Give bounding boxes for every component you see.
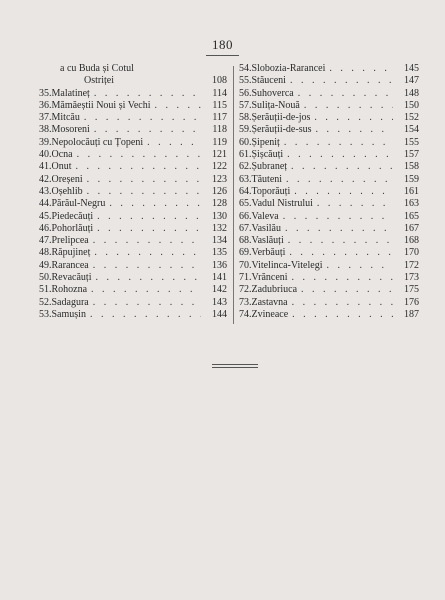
- entry-name: Slobozia-Rarancei: [251, 63, 326, 74]
- entry-page-number: 187: [404, 308, 419, 320]
- toc-entry: [239, 161, 419, 173]
- entry-name: Pohorlăuți: [51, 222, 94, 234]
- toc-entry: [39, 284, 227, 296]
- toc-entry: [239, 284, 419, 296]
- entry-name: Răpujineț: [51, 247, 91, 259]
- dot-leader: [283, 149, 393, 161]
- dot-leader: [284, 235, 393, 247]
- toc-entry: [39, 112, 227, 124]
- entry-name: Mitcău: [51, 112, 80, 124]
- dot-leader: [83, 186, 201, 198]
- entry-number: 47.: [39, 235, 52, 247]
- entry-name: Părăul-Negru: [51, 198, 106, 210]
- entry-page-number: 142: [212, 284, 227, 296]
- entry-page-number: 141: [212, 272, 227, 284]
- toc-entry: [39, 309, 227, 321]
- entry-number: 39.: [39, 136, 52, 148]
- dot-leader: [105, 198, 201, 210]
- entry-name: Șerăuții-de-sus: [251, 124, 312, 136]
- entry-name: Șipeniț: [251, 136, 280, 148]
- dot-leader: [279, 211, 393, 223]
- dot-leader: [150, 100, 201, 112]
- toc-entry: [39, 75, 227, 87]
- entry-page-number: 130: [212, 210, 227, 222]
- entry-number: 70.: [239, 259, 252, 271]
- entry-page-number: 152: [404, 112, 419, 124]
- entry-number: 53.: [39, 308, 52, 320]
- entry-number: 69.: [239, 247, 252, 259]
- entry-name: Mămăeștii Noui și Vechi: [51, 99, 151, 111]
- entry-page-number: 119: [212, 136, 227, 148]
- dot-leader: [290, 186, 393, 198]
- toc-entry: [239, 309, 419, 321]
- entry-name: Vasilău: [251, 222, 281, 234]
- entry-number: 68.: [239, 235, 252, 247]
- entry-name: Oșehlib: [51, 185, 83, 197]
- entry-name: Prelipcea: [51, 235, 89, 247]
- entry-page-number: 132: [212, 222, 227, 234]
- entry-number: 46.: [39, 222, 52, 234]
- dot-leader: [313, 198, 393, 210]
- entry-name: Samușin: [51, 308, 86, 320]
- entry-page-number: 173: [404, 272, 419, 284]
- entry-name: Verbăuți: [251, 247, 286, 259]
- entry-name: Vitelinca-Vitelegi: [251, 259, 323, 271]
- dot-leader: [300, 100, 393, 112]
- entry-number: 66.: [239, 210, 252, 222]
- toc-entry: [39, 88, 227, 100]
- page-number: 180: [212, 37, 233, 52]
- entry-page-number: 176: [404, 296, 419, 308]
- toc-entry: [239, 75, 419, 87]
- dot-leader: [87, 284, 201, 296]
- entry-number: 49.: [39, 259, 52, 271]
- entry-name: Nepolocăuți cu Țopeni: [51, 136, 144, 148]
- entry-page-number: 155: [404, 136, 419, 148]
- entry-page-number: 126: [212, 185, 227, 197]
- dot-leader: [312, 124, 394, 136]
- entry-number: 52.: [39, 296, 52, 308]
- entry-page-number: 144: [212, 308, 227, 320]
- entry-name: Zastavna: [251, 296, 288, 308]
- entry-name: Zadubriuca: [251, 284, 298, 296]
- entry-number: 56.: [239, 87, 252, 99]
- entry-number: 35.: [39, 87, 52, 99]
- entry-number: 71.: [239, 272, 252, 284]
- toc-entry: [239, 174, 419, 186]
- entry-page-number: 128: [212, 198, 227, 210]
- entry-name: Onut: [51, 161, 72, 173]
- toc-entry: [239, 63, 419, 75]
- entry-name: Toporăuți: [251, 185, 291, 197]
- entry-number: 55.: [239, 75, 252, 87]
- entry-page-number: 117: [212, 112, 227, 124]
- dot-leader: [288, 297, 393, 309]
- entry-number: 45.: [39, 210, 52, 222]
- dot-leader: [323, 260, 394, 272]
- entry-number: 40.: [39, 149, 52, 161]
- entry-name: Oreșeni: [51, 173, 83, 185]
- closing-rule-bottom: [212, 367, 258, 368]
- toc-entry: [39, 100, 227, 112]
- entry-number: 37.: [39, 112, 52, 124]
- dot-leader: [93, 211, 201, 223]
- entry-number: 54.: [239, 63, 252, 74]
- dot-leader: [80, 112, 201, 124]
- entry-page-number: 108: [212, 75, 227, 87]
- entry-page-number: 145: [404, 63, 419, 74]
- entry-name: Rohozna: [51, 284, 88, 296]
- closing-rule-top: [212, 364, 258, 365]
- toc-entry: [39, 297, 227, 309]
- entry-number: 73.: [239, 296, 252, 308]
- entry-name: Sulița-Nouă: [251, 99, 300, 111]
- entry-name: Vrănceni: [251, 272, 288, 284]
- dot-leader: [288, 272, 393, 284]
- toc-entry: [239, 186, 419, 198]
- entry-number: 62.: [239, 161, 252, 173]
- dot-leader: [282, 174, 393, 186]
- entry-page-number: 147: [404, 75, 419, 87]
- entry-number: 41.: [39, 161, 52, 173]
- entry-page-number: 165: [404, 210, 419, 222]
- dot-leader: [90, 124, 201, 136]
- dot-leader: [294, 88, 393, 100]
- toc-entry: [239, 124, 419, 136]
- dot-leader: [89, 297, 201, 309]
- toc-entry: [239, 149, 419, 161]
- entry-name: Șișcăuți: [251, 149, 284, 161]
- dot-leader: [286, 75, 393, 87]
- dot-leader: [89, 260, 201, 272]
- entry-name: Vaslăuți: [251, 235, 284, 247]
- entry-number: 48.: [39, 247, 52, 259]
- entry-page-number: 148: [404, 87, 419, 99]
- entry-page-number: 158: [404, 161, 419, 173]
- toc-entry: [239, 223, 419, 235]
- entry-number: 44.: [39, 198, 52, 210]
- entry-name: Malatineț: [51, 87, 90, 99]
- entry-number: 64.: [239, 185, 252, 197]
- entry-page-number: 163: [404, 198, 419, 210]
- entry-number: 60.: [239, 136, 252, 148]
- entry-number: 59.: [239, 124, 252, 136]
- entry-page-number: 161: [404, 185, 419, 197]
- entry-name: Șerăuții-de-jos: [251, 112, 311, 124]
- entry-name: Stăuceni: [251, 75, 286, 87]
- dot-leader: [72, 161, 202, 173]
- entry-name: Sadagura: [51, 296, 89, 308]
- toc-entry: [239, 100, 419, 112]
- entry-number: 74.: [239, 308, 252, 320]
- toc-entry: [239, 137, 419, 149]
- entry-page-number: 167: [404, 222, 419, 234]
- dot-leader: [285, 247, 393, 259]
- entry-page-number: 135: [212, 247, 227, 259]
- toc-entry: [39, 149, 227, 161]
- entry-name: Ocna: [51, 149, 73, 161]
- entry-page-number: 159: [404, 173, 419, 185]
- toc-entry: [39, 161, 227, 173]
- entry-number: 36.: [39, 99, 52, 111]
- toc-entry: [39, 211, 227, 223]
- entry-number: 43.: [39, 185, 52, 197]
- entry-name: a cu Buda și Cotul: [60, 63, 134, 74]
- dot-leader: [310, 112, 393, 124]
- toc-entry: [239, 88, 419, 100]
- entry-number: 51.: [39, 284, 52, 296]
- toc-entry: [39, 198, 227, 210]
- entry-name: Valeva: [251, 210, 279, 222]
- entry-name: Vadul Nistrului: [251, 198, 313, 210]
- entry-page-number: 154: [404, 124, 419, 136]
- toc-entry: [39, 63, 227, 75]
- entry-number: 57.: [239, 99, 252, 111]
- entry-page-number: 122: [212, 161, 227, 173]
- dot-leader: [91, 272, 201, 284]
- dot-leader: [90, 247, 201, 259]
- entry-page-number: 118: [212, 124, 227, 136]
- dot-leader: [288, 309, 393, 321]
- entry-number: 58.: [239, 112, 252, 124]
- toc-entry: [239, 272, 419, 284]
- entry-name: Zvineace: [251, 308, 289, 320]
- toc-right-column: [239, 63, 419, 321]
- entry-name: Tăuteni: [251, 173, 283, 185]
- entry-name: Rarancea: [51, 259, 89, 271]
- toc-entry: [39, 272, 227, 284]
- entry-number: 72.: [239, 284, 252, 296]
- toc-entry: [239, 260, 419, 272]
- entry-number: 61.: [239, 149, 252, 161]
- entry-page-number: 150: [404, 99, 419, 111]
- toc-entry: [239, 211, 419, 223]
- entry-number: 50.: [39, 272, 52, 284]
- dot-leader: [89, 235, 201, 247]
- entry-name: Suhoverca: [251, 87, 294, 99]
- entry-page-number: 136: [212, 259, 227, 271]
- dot-leader: [90, 88, 201, 100]
- dot-leader: [297, 284, 393, 296]
- entry-page-number: 121: [212, 149, 227, 161]
- toc-entry: [39, 260, 227, 272]
- entry-page-number: 172: [404, 259, 419, 271]
- column-divider: [233, 66, 234, 324]
- toc-left-column: [39, 63, 227, 321]
- entry-page-number: 114: [212, 87, 227, 99]
- dot-leader: [143, 137, 201, 149]
- toc-entry: [239, 112, 419, 124]
- entry-name: Ostriței: [84, 75, 114, 87]
- dot-leader: [83, 174, 201, 186]
- toc-entry: [39, 223, 227, 235]
- entry-number: 42.: [39, 173, 52, 185]
- toc-entry: [39, 186, 227, 198]
- entry-number: 65.: [239, 198, 252, 210]
- dot-leader: [280, 137, 393, 149]
- toc-entry: [39, 124, 227, 136]
- entry-page-number: 143: [212, 296, 227, 308]
- entry-page-number: 157: [404, 149, 419, 161]
- entry-name: Revacăuți: [51, 272, 92, 284]
- entry-name: Piedecăuți: [51, 210, 94, 222]
- toc-entry: [39, 235, 227, 247]
- dot-leader: [73, 149, 201, 161]
- entry-page-number: 168: [404, 235, 419, 247]
- toc-entry: [39, 137, 227, 149]
- entry-page-number: 115: [212, 99, 227, 111]
- dot-leader: [281, 223, 393, 235]
- entry-name: Șubraneț: [251, 161, 288, 173]
- entry-number: 67.: [239, 222, 252, 234]
- dot-leader: [93, 223, 201, 235]
- dot-leader: [287, 161, 393, 173]
- toc-entry: [239, 297, 419, 309]
- entry-number: 63.: [239, 173, 252, 185]
- dot-leader: [325, 63, 393, 75]
- dot-leader: [86, 309, 201, 321]
- toc-entry: [239, 235, 419, 247]
- toc-entry: [239, 198, 419, 210]
- entry-number: 38.: [39, 124, 52, 136]
- toc-entry: [39, 174, 227, 186]
- toc-entry: [239, 247, 419, 259]
- entry-page-number: 170: [404, 247, 419, 259]
- entry-page-number: 175: [404, 284, 419, 296]
- page-number-underline: [206, 55, 239, 56]
- toc-entry: [39, 247, 227, 259]
- entry-name: Mosoreni: [51, 124, 90, 136]
- entry-page-number: 134: [212, 235, 227, 247]
- entry-page-number: 123: [212, 173, 227, 185]
